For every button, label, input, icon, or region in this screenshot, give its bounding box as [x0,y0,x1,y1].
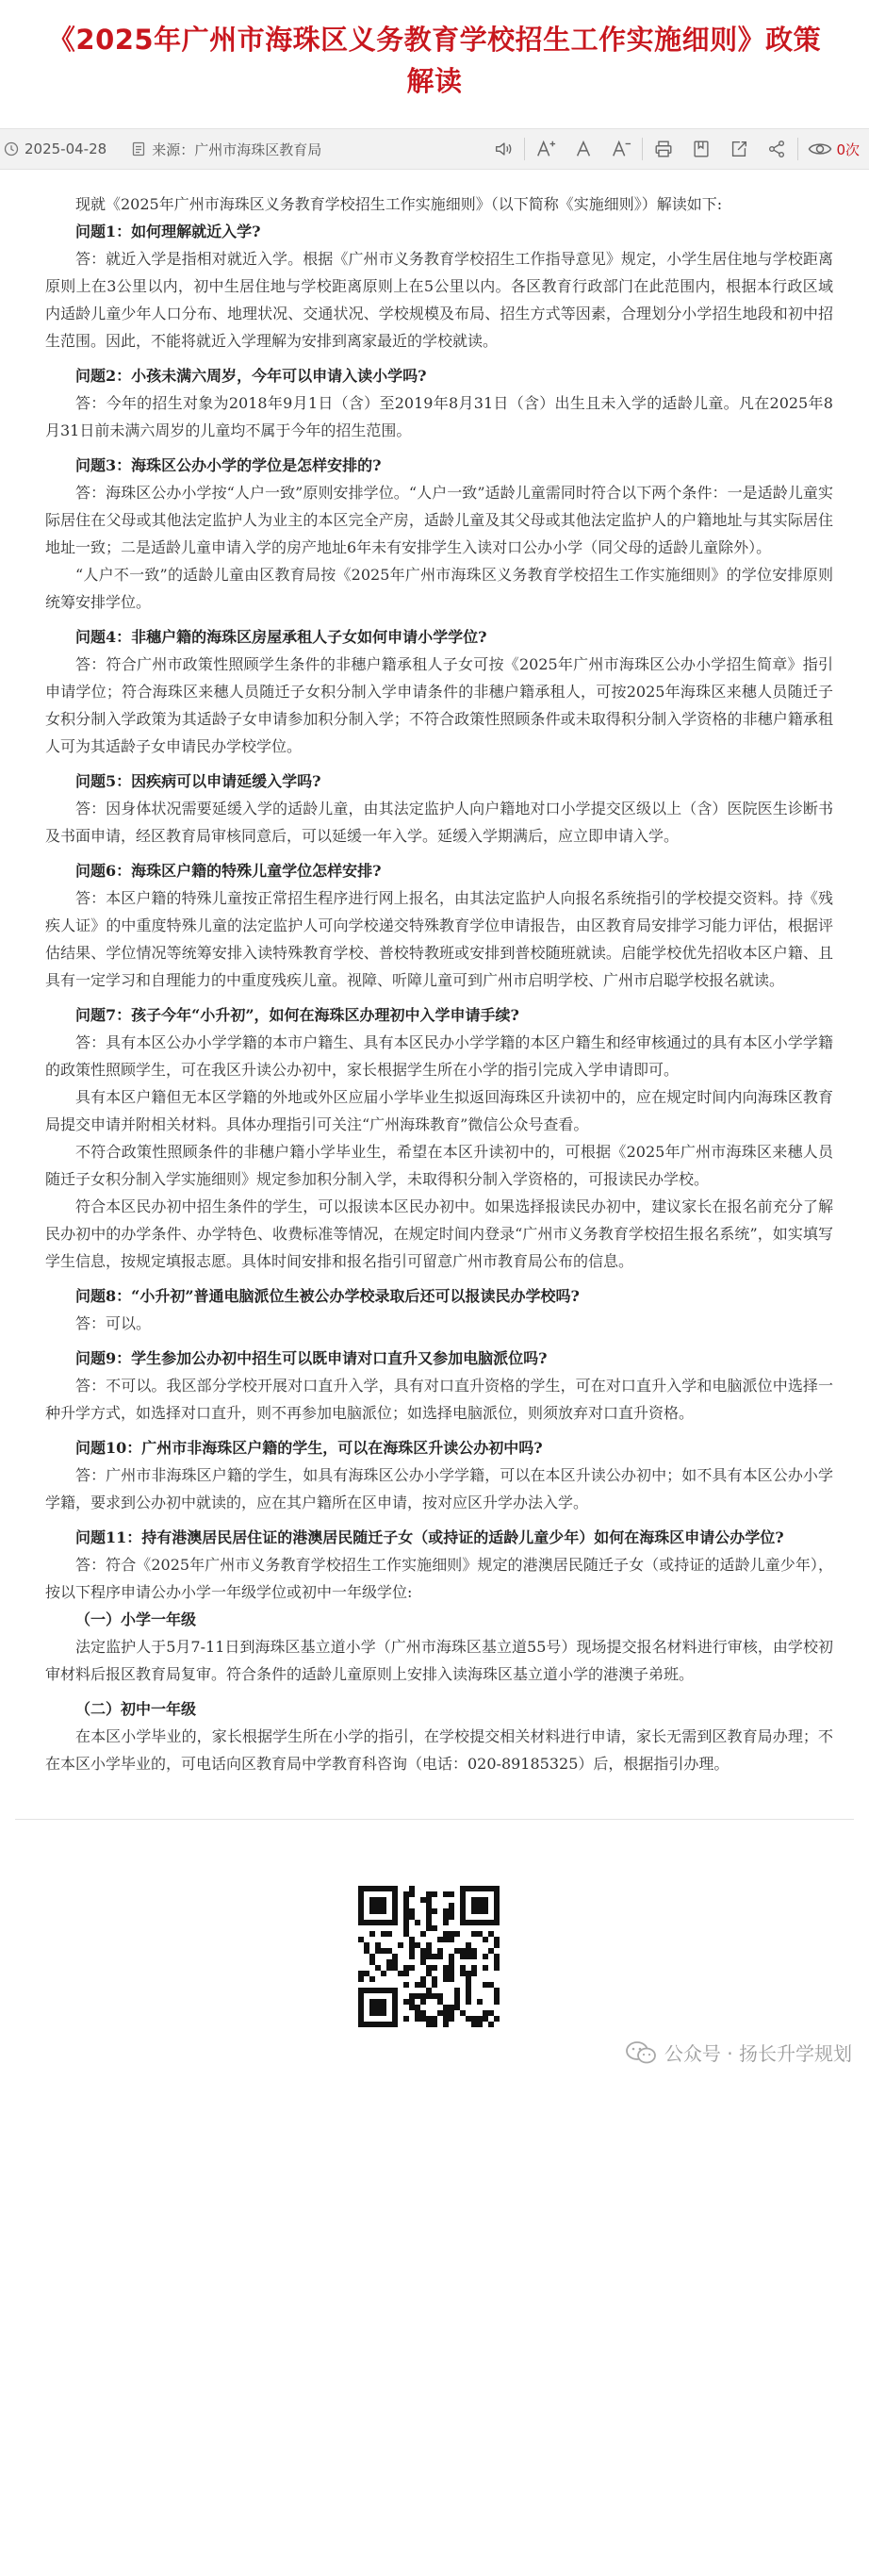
clock-icon [4,141,19,157]
article-title: 《2025年广州市海珠区义务教育学校招生工作实施细则》政策解读 [47,24,822,97]
answer-paragraph: 不符合政策性照顾条件的非穗户籍小学毕业生，希望在本区升读初中的，可根据《2025年广州市海珠区来穗人员随迁子女积分制入学实施细则》规定参加积分制入学，未取得积分制入学资格的，可报读民办学校。 [45,1143,833,1188]
article-tools [484,128,865,170]
question-heading: 问题10：广州市非海珠区户籍的学生，可以在海珠区升读公办初中吗? [75,1439,543,1457]
bookmark-button[interactable] [682,128,720,170]
answer-paragraph: 答：具有本区公办小学学籍的本市户籍生、具有本区民办小学学籍的本区户籍生和经审核通过的具有本区小学学籍的政策性照顾学生，可在我区升读公办初中，家长根据学生所在小学的指引完成入学申请即可。 [45,1033,833,1079]
speaker-icon [493,139,514,159]
toolbar-divider [524,138,525,160]
share-icon [766,139,787,159]
answer-paragraph: 答：就近入学是指相对就近入学。根据《广州市义务教育学校招生工作指导意见》规定，小学生居住地与学校距离原则上在3公里以内，初中生居住地与学校距离原则上在5公里以内。各区教育行政部门在此范围内，根据本行政区域内适龄儿童少年人口分布、地理状况、交通状况、学校规模及布局、招生方式等因素，合理划分小学招生地段和初中招生范围。因此，不能将就近入学理解为安排到离家最近的学校就读。 [45,250,833,350]
view-count-text: 0次 [836,140,860,158]
question-heading: 问题8：“小升初”普通电脑派位生被公办学校录取后还可以报读民办学校吗? [75,1287,580,1305]
document-icon [131,141,146,157]
wechat-watermark [625,2039,852,2066]
subsection-heading: （二）初中一年级 [75,1700,197,1718]
toolbar-divider [642,138,643,160]
article-toolbar [0,128,869,170]
export-icon [729,139,749,159]
watermark-text: 公众号 · 扬长升学规划 [664,2042,852,2065]
article-source [131,140,321,159]
question-heading: 问题7：孩子今年“小升初”，如何在海珠区办理初中入学申请手续? [75,1006,519,1024]
toolbar-divider [797,138,798,160]
font-decrease-button[interactable] [602,128,640,170]
question-heading: 问题1：如何理解就近入学? [75,223,261,240]
subsection-heading: （一）小学一年级 [75,1610,197,1628]
answer-paragraph: 答：海珠区公办小学按“人户一致”原则安排学位。“人户一致”适龄儿童需同时符合以下两个条件：一是适龄儿童实际居住在父母或其他法定监护人为业主的本区完全产房，适龄儿童及其父母或其他法定监护人的户籍地址与其实际居住地址一致；二是适龄儿童申请入学的房产地址6年未有安排学生入读对口公办小学（同父母的适龄儿童除外）。 [45,484,833,556]
intro-paragraph: 现就《2025年广州市海珠区义务教育学校招生工作实施细则》（以下简称《实施细则》）解读如下: [75,195,723,213]
share-button[interactable] [758,128,795,170]
answer-paragraph: “人户不一致”的适龄儿童由区教育局按《2025年广州市海珠区义务教育学校招生工作实施细则》的学位安排原则统筹安排学位。 [45,566,833,611]
font-increase-icon [535,139,556,159]
print-icon [653,139,674,159]
qr-code-icon [358,1886,500,2027]
answer-paragraph: 答：本区户籍的特殊儿童按正常招生程序进行网上报名，由其法定监护人向报名系统指引的学校提交资料。持《残疾人证》的中重度特殊儿童的法定监护人可向学校递交特殊教育学位申请报告，由区教育局安排学习能力评估，根据评估结果、学位情况等统筹安排入读特殊教育学校、普校特教班或安排到普校随班就读。启能学校优先招收本区户籍、且具有一定学习和自理能力的中重度残疾儿童。视障、听障儿童可到广州市启明学校、广州市启聪学校报名就读。 [45,889,833,989]
question-heading: 问题5：因疾病可以申请延缓入学吗? [75,772,321,790]
answer-paragraph: 答：因身体状况需要延缓入学的适龄儿童，由其法定监护人向户籍地对口小学提交区级以上（含）医院医生诊断书及书面申请，经区教育局审核同意后，可以延缓一年入学。延缓入学期满后，应立即申请入学。 [45,800,833,845]
question-heading: 问题6：海珠区户籍的特殊儿童学位怎样安排? [75,862,382,880]
view-count [808,140,860,159]
answer-paragraph: 答：今年的招生对象为2018年9月1日（含）至2019年8月31日（含）出生且未入学的适龄儿童。凡在2025年8月31日前未满六周岁的儿童均不属于今年的招生范围。 [45,394,833,439]
font-reset-icon [573,139,594,159]
answer-paragraph: 法定监护人于5月7-11日到海珠区基立道小学（广州市海珠区基立道55号）现场提交报名材料进行审核，由学校初审材料后报区教育局复审。符合条件的适龄儿童原则上安排入读海珠区基立道小学的港澳子弟班。 [45,1638,833,1683]
publish-date-text: 2025-04-28 [25,140,107,157]
export-button[interactable] [720,128,758,170]
wechat-icon [625,2040,657,2065]
answer-paragraph: 答：符合《2025年广州市义务教育学校招生工作实施细则》规定的港澳居民随迁子女（或持证的适龄儿童少年），按以下程序申请公办小学一年级学位或初中一年级学位: [45,1556,833,1601]
answer-paragraph: 答：可以。 [75,1314,152,1332]
question-heading: 问题4：非穗户籍的海珠区房屋承租人子女如何申请小学学位? [75,628,487,646]
font-increase-button[interactable] [527,128,565,170]
article-source-text: 来源：广州市海珠区教育局 [152,140,322,158]
font-decrease-icon [611,139,631,159]
article-body [0,170,869,1777]
eye-icon [808,140,832,158]
question-heading: 问题2：小孩未满六周岁，今年可以申请入读小学吗? [75,367,427,385]
read-aloud-button[interactable] [484,128,522,170]
answer-paragraph: 答：广州市非海珠区户籍的学生，如具有海珠区公办小学学籍，可以在本区升读公办初中；如不具有本区公办小学学籍，要求到公办初中就读的，应在其户籍所在区申请，按对应区升学办法入学。 [45,1466,833,1511]
answer-paragraph: 答：不可以。我区部分学校开展对口直升入学，具有对口直升资格的学生，可在对口直升入学和电脑派位中选择一种升学方式，如选择对口直升，则不再参加电脑派位；如选择电脑派位，则须放弃对口直升资格。 [45,1377,833,1422]
article-footer [0,1820,869,2103]
publish-date [4,140,107,157]
bookmark-icon [691,139,712,159]
answer-paragraph: 具有本区户籍但无本区学籍的外地或外区应届小学毕业生拟返回海珠区升读初中的，应在规定时间内向海珠区教育局提交申请并附相关材料。具体办理指引可关注“广州海珠教育”微信公众号查看。 [45,1088,833,1133]
answer-paragraph: 符合本区民办初中招生条件的学生，可以报读本区民办初中。如果选择报读民办初中，建议家长在报名前充分了解民办初中的办学条件、办学特色、收费标准等情况，在规定时间内登录“广州市义务教育学校招生报名系统”，如实填写学生信息，按规定填报志愿。具体时间安排和报名指引可留意广州市教育局公布的信息。 [45,1197,833,1270]
font-reset-button[interactable] [565,128,602,170]
print-button[interactable] [645,128,682,170]
question-heading: 问题11：持有港澳居民居住证的港澳居民随迁子女（或持证的适龄儿童少年）如何在海珠区申请公办学位? [75,1528,784,1546]
answer-paragraph: 答：符合广州市政策性照顾学生条件的非穗户籍承租人子女可按《2025年广州市海珠区公办小学招生简章》指引申请学位；符合海珠区来穗人员随迁子女积分制入学申请条件的非穗户籍承租人，可按2025年海珠区来穗人员随迁子女积分制入学政策为其适龄子女申请参加积分制入学；不符合政策性照顾条件或未取得积分制入学资格的非穗户籍承租人可为其适龄子女申请民办学校学位。 [45,655,833,755]
question-heading: 问题3：海珠区公办小学的学位是怎样安排的? [75,456,382,474]
answer-paragraph: 在本区小学毕业的，家长根据学生所在小学的指引，在学校提交相关材料进行申请，家长无需到区教育局办理；不在本区小学毕业的，可电话向区教育局中学教育科咨询（电话：020-89185325）后，根据指引办理。 [45,1727,833,1773]
question-heading: 问题9：学生参加公办初中招生可以既申请对口直升又参加电脑派位吗? [75,1349,548,1367]
